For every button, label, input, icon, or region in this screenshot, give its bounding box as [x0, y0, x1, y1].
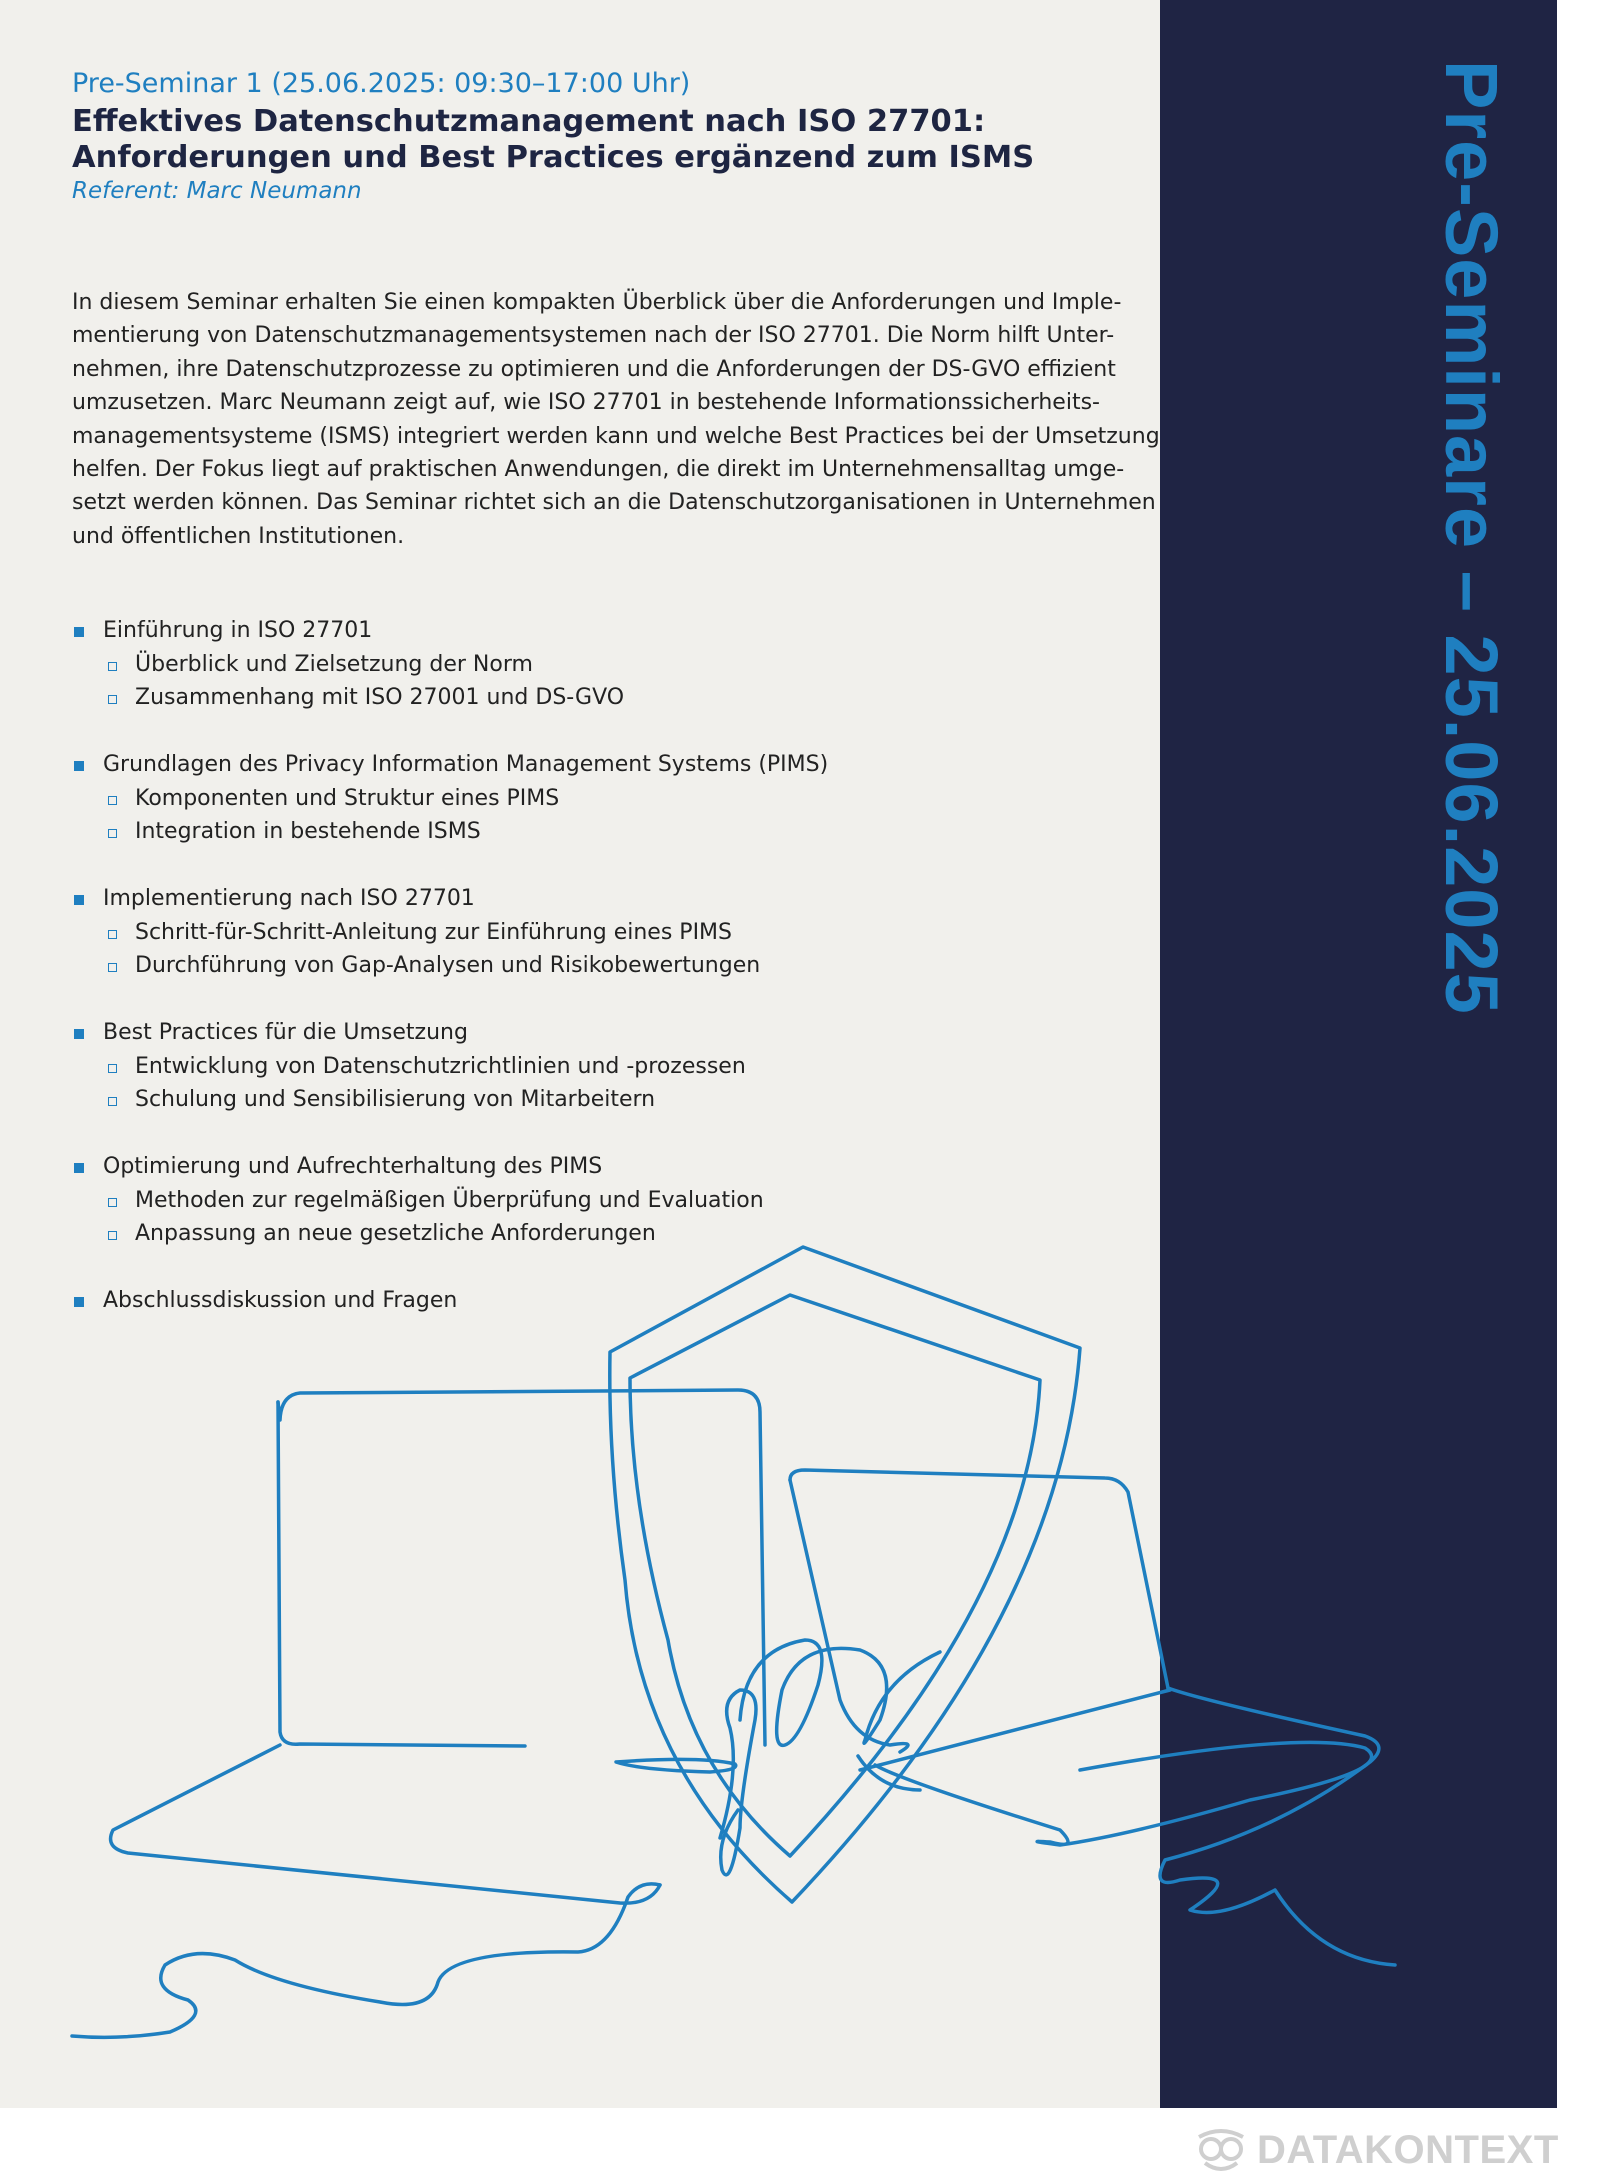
- subtopic-label: Integration in bestehende ISMS: [135, 819, 481, 844]
- intro-line: mentierung von Datenschutzmanagementsystemen nach der ISO 27701. Die Norm hilft Unter-: [72, 323, 1115, 349]
- vertical-sidebar-title: Pre-Seminare – 25.06.2025: [1430, 60, 1513, 1015]
- hollow-square-bullet-icon: [108, 695, 117, 704]
- topic-list: [72, 614, 1072, 1351]
- subtopic-label: Methoden zur regelmäßigen Überprüfung und Evaluation: [135, 1187, 764, 1213]
- square-bullet-icon: [74, 1297, 84, 1307]
- square-bullet-icon: [74, 761, 84, 771]
- intro-line: setzt werden können. Das Seminar richtet sich an die Datenschutzorganisationen in Unternehmen: [72, 490, 1156, 516]
- seminar-title: [72, 104, 1132, 176]
- hollow-square-bullet-icon: [108, 662, 117, 671]
- topic-item: [72, 1150, 1072, 1251]
- intro-line: managementsysteme (ISMS) integriert werden kann und welche Best Practices bei der Umsetzung: [72, 423, 1160, 449]
- intro-line: In diesem Seminar erhalten Sie einen kompakten Überblick über die Anforderungen und Imple-: [72, 290, 1122, 315]
- hollow-square-bullet-icon: [108, 930, 117, 939]
- topic-label: Grundlagen des Privacy Information Management Systems (PIMS): [103, 752, 829, 777]
- topic-label: Implementierung nach ISO 27701: [103, 886, 475, 911]
- subtopic-label: Zusammenhang mit ISO 27001 und DS-GVO: [135, 685, 625, 710]
- subtopic-label: Schritt-für-Schritt-Anleitung zur Einführung eines PIMS: [135, 919, 732, 945]
- logo-wordmark: DATAKONTEXT: [1257, 2127, 1559, 2172]
- topic-label: Best Practices für die Umsetzung: [103, 1020, 468, 1045]
- seminar-date-time: Pre-Seminar 1 (25.06.2025: 09:30–17:00 Uhr): [72, 68, 691, 99]
- subtopic-label: Anpassung an neue gesetzliche Anforderungen: [135, 1221, 656, 1246]
- hollow-square-bullet-icon: [108, 963, 117, 972]
- topic-item: [72, 882, 1072, 983]
- seminar-title-line: Anforderungen und Best Practices ergänzend zum ISMS: [72, 140, 1035, 175]
- topic-label: Abschlussdiskussion und Fragen: [103, 1288, 458, 1313]
- seminar-title-line: Effektives Datenschutzmanagement nach ISO 27701:: [72, 104, 986, 139]
- subtopic-label: Durchführung von Gap-Analysen und Risikobewertungen: [135, 953, 761, 978]
- hollow-square-bullet-icon: [108, 829, 117, 838]
- intro-paragraph: [72, 286, 1160, 553]
- topic-label: Einführung in ISO 27701: [103, 618, 373, 643]
- square-bullet-icon: [74, 895, 84, 905]
- subtopic-label: Überblick und Zielsetzung der Norm: [135, 651, 533, 677]
- owl-face-icon: [1195, 2127, 1247, 2173]
- datakontext-logo: [1195, 2125, 1559, 2175]
- hollow-square-bullet-icon: [108, 1097, 117, 1106]
- speaker-line: Referent: Marc Neumann: [72, 178, 362, 204]
- topic-item: [72, 1284, 1072, 1318]
- intro-line: helfen. Der Fokus liegt auf praktischen Anwendungen, die direkt im Unternehmensalltag umge-: [72, 457, 1125, 483]
- subtopic-label: Entwicklung von Datenschutzrichtlinien und -prozessen: [135, 1053, 746, 1079]
- square-bullet-icon: [74, 1029, 84, 1039]
- intro-line: nehmen, ihre Datenschutzprozesse zu optimieren und die Anforderungen der DS-GVO effizient: [72, 356, 1116, 382]
- subtopic-label: Komponenten und Struktur eines PIMS: [135, 785, 560, 811]
- subtopic-label: Schulung und Sensibilisierung von Mitarbeitern: [135, 1087, 656, 1112]
- topic-item: [72, 748, 1072, 849]
- topic-item: [72, 614, 1072, 715]
- hollow-square-bullet-icon: [108, 1064, 117, 1073]
- square-bullet-icon: [74, 1163, 84, 1173]
- square-bullet-icon: [74, 627, 84, 637]
- intro-line: und öffentlichen Institutionen.: [72, 523, 405, 549]
- hollow-square-bullet-icon: [108, 796, 117, 805]
- hollow-square-bullet-icon: [108, 1198, 117, 1207]
- hollow-square-bullet-icon: [108, 1231, 117, 1240]
- topic-label: Optimierung und Aufrechterhaltung des PIMS: [103, 1154, 603, 1179]
- topic-item: [72, 1016, 1072, 1117]
- intro-line: umzusetzen. Marc Neumann zeigt auf, wie ISO 27701 in bestehende Informationssicherheits-: [72, 390, 1100, 416]
